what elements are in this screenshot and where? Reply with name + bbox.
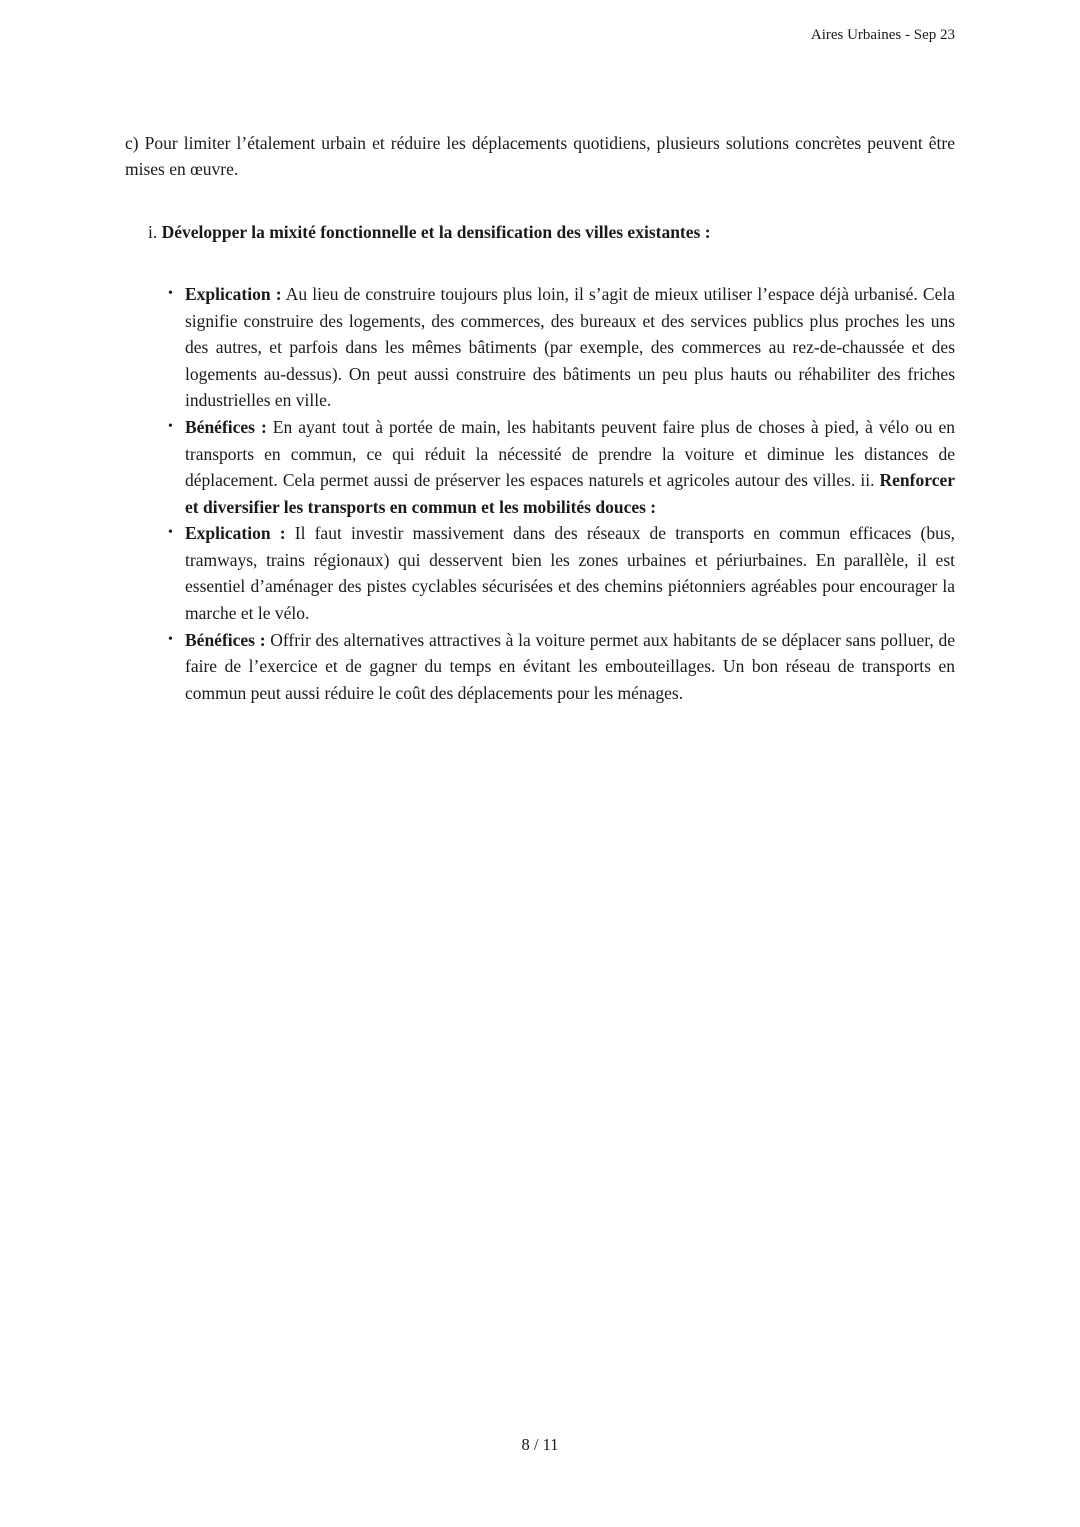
header-title: Aires Urbaines - Sep 23 <box>810 27 955 43</box>
bullet-lead: Explication : <box>185 523 286 544</box>
list-item-explication-2 <box>168 520 955 626</box>
bullet-text: En ayant tout à portée de main, les habitants peuvent faire plus de choses à pied, à vélo ou en transports en commun, ce qui réduit la nécessité de prendre la voiture et diminue les distances de déplacement. Cela permet aussi de préserver les espaces naturels et agricoles autour des villes. ii. <box>185 416 955 491</box>
bullet-icon: • <box>168 631 173 647</box>
bullet-list <box>125 281 955 707</box>
bullet-text: Il faut investir massivement dans des réseaux de transports en commun efficaces (bus, tramways, trains régionaux) qui desservent bien les zones urbaines et périurbaines. En parallèle, il est essentiel d’aménager des pistes cyclables sécurisées et des chemins piétonniers agréables pour encourager la marche et le vélo. <box>185 523 955 624</box>
page-number: 8 / 11 <box>521 1435 559 1454</box>
bullet-icon: • <box>168 525 173 541</box>
bullet-icon: • <box>168 285 173 301</box>
bullet-lead: Bénéfices : <box>185 629 266 650</box>
list-item-benefices-1 <box>168 414 955 520</box>
section-title: Développer la mixité fonctionnelle et la densification des villes existantes : <box>161 221 711 242</box>
page-header <box>125 26 955 46</box>
bullet-lead: Bénéfices : <box>185 416 267 437</box>
bullet-icon: • <box>168 418 173 434</box>
list-item-benefices-2 <box>168 627 955 707</box>
section-title-ii: Renforcer et diversifier les transports en commun et les mobilités douces : <box>185 470 955 517</box>
section-heading-i <box>125 219 955 245</box>
section-number: i. <box>148 221 158 242</box>
page-body <box>125 130 955 707</box>
page-footer <box>0 1435 1080 1455</box>
bullet-text: Au lieu de construire toujours plus loin, il s’agit de mieux utiliser l’espace déjà urbanisé. Cela signifie construire des logements, des commerces, des bureaux et des services publics plus proches les uns des autres, et parfois dans les mêmes bâtiments (par exemple, des commerces au rez-de-chaussée et des logements au-dessus). On peut aussi construire des bâtiments un peu plus hauts ou réhabiliter des friches industrielles en ville. <box>185 283 955 411</box>
bullet-text: Offrir des alternatives attractives à la voiture permet aux habitants de se déplacer sans polluer, de faire de l’exercice et de gagner du temps en évitant les embouteillages. Un bon réseau de transports en commun peut aussi réduire le coût des déplacements pour les ménages. <box>185 629 955 703</box>
list-item-explication-1 <box>168 281 955 414</box>
intro-paragraph: c) Pour limiter l’étalement urbain et réduire les déplacements quotidiens, plusieurs solutions concrètes peuvent être mises en œuvre. <box>125 132 955 180</box>
bullet-lead: Explication : <box>185 283 282 304</box>
